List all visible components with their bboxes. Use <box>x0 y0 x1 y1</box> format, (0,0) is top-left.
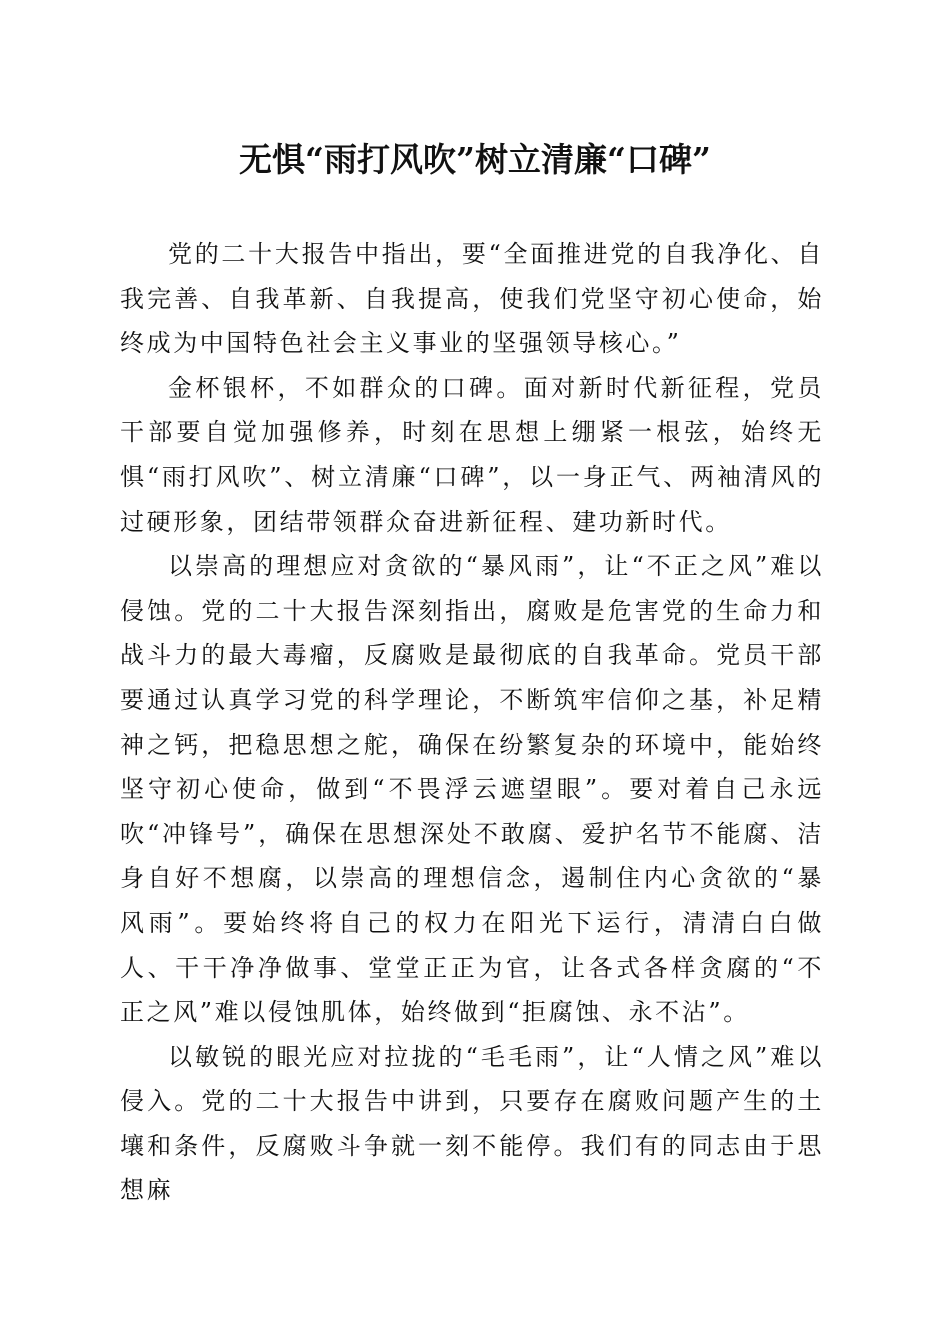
paragraph-4: 以敏锐的眼光应对拉拢的“毛毛雨”，让“人情之风”难以侵入。党的二十大报告中讲到，只要存在腐败问题产生的土壤和条件，反腐败斗争就一刻不能停。我们有的同志由于思想麻 <box>120 1042 824 1205</box>
paragraph-1: 党的二十大报告中指出，要“全面推进党的自我净化、自我完善、自我革新、自我提高，使我们党坚守初心使命，始终成为中国特色社会主义事业的坚强领导核心。” <box>120 240 824 358</box>
paragraph-2: 金杯银杯，不如群众的口碑。面对新时代新征程，党员干部要自觉加强修养，时刻在思想上绷紧一根弦，始终无惧“雨打风吹”、树立清廉“口碑”，以一身正气、两袖清风的过硬形象，团结带领群众奋进新征程、建功新时代。 <box>120 373 824 536</box>
document-body <box>120 232 824 1213</box>
paragraph-3: 以崇高的理想应对贪欲的“暴风雨”，让“不正之风”难以侵蚀。党的二十大报告深刻指出，腐败是危害党的生命力和战斗力的最大毒瘤，反腐败是最彻底的自我革命。党员干部要通过认真学习党的科学理论，不断筑牢信仰之基，补足精神之钙，把稳思想之舵，确保在纷繁复杂的环境中，能始终坚守初心使命，做到“不畏浮云遮望眼”。要对着自己永远吹“冲锋号”，确保在思想深处不敢腐、爱护名节不能腐、洁身自好不想腐，以崇高的理想信念，遏制住内心贪欲的“暴风雨”。要始终将自己的权力在阳光下运行，清清白白做人、干干净净做事、堂堂正正为官，让各式各样贪腐的“不正之风”难以侵蚀肌体，始终做到“拒腐蚀、永不沾”。 <box>120 552 824 1027</box>
document-title: 无惧“雨打风吹”树立清廉“口碑” <box>239 140 711 179</box>
